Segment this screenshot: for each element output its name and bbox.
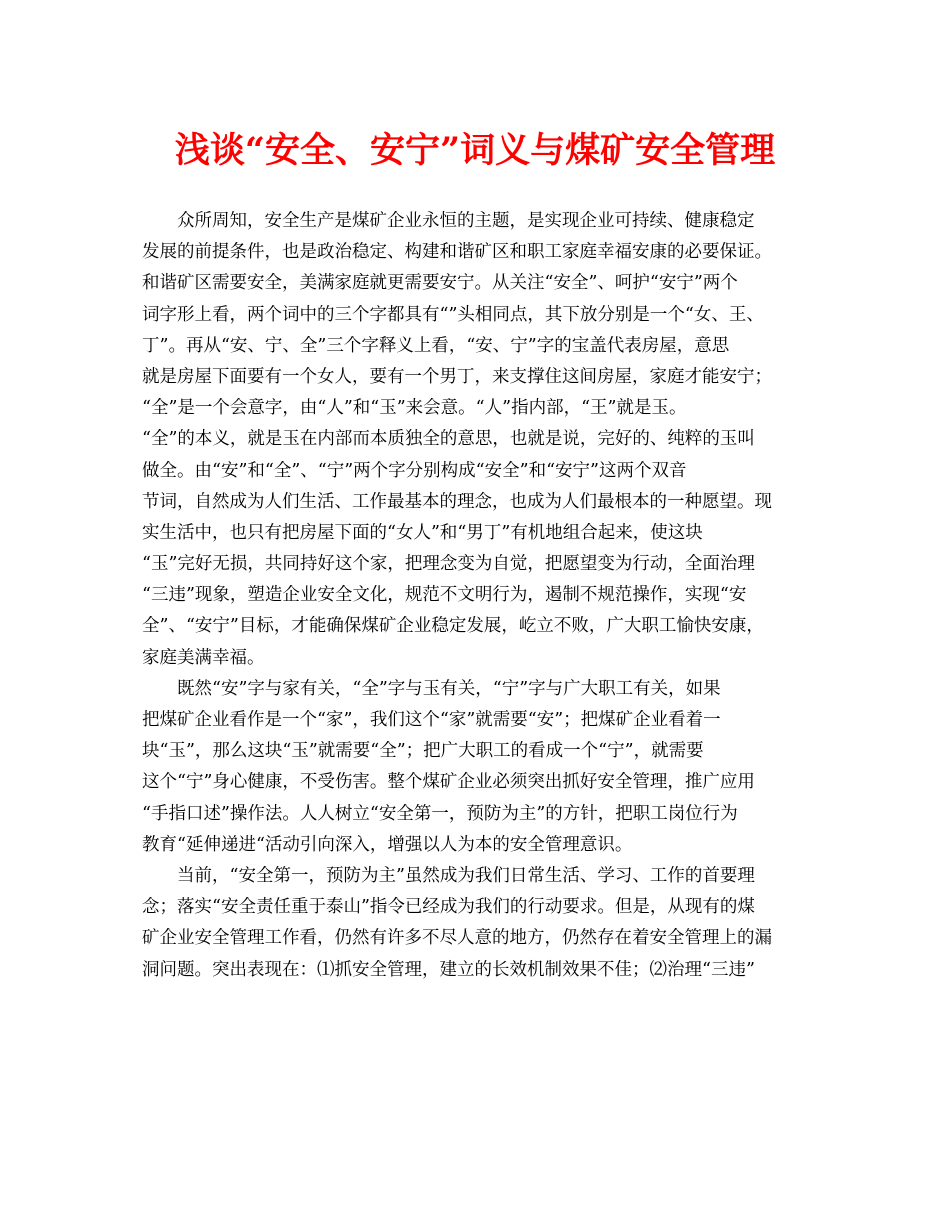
body-line: 众所周知，安全生产是煤矿企业永恒的主题，是实现企业可持续、健康稳定 (142, 211, 755, 231)
body-line: 节词，自然成为人们生活、工作最基本的理念，也成为人们最根本的一种愿望。现 (142, 491, 772, 512)
body-line: 就是房屋下面要有一个女人，要有一个男丁，来支撑住这间房屋，家庭才能安宁； (142, 366, 772, 387)
body-line: 全”、“安宁”目标，才能确保煤矿企业稳定发展，屹立不败，广大职工愉快安康， (142, 616, 764, 637)
body-line: 和谐矿区需要安全，美满家庭就更需要安宁。从关注“安全”、呵护“安宁”两个 (142, 273, 738, 294)
body-line: 洞问题。突出表现在：⑴抓安全管理，建立的长效机制效果不佳；⑵治理“三违” (142, 959, 755, 980)
body-line: 实生活中，也只有把房屋下面的“女人”和“男丁”有机地组合起来，使这块 (142, 522, 703, 543)
document-body (142, 206, 822, 986)
body-line: 词字形上看，两个词中的三个字都具有“”头相同点，其下放分别是一个“女、王、 (142, 304, 764, 325)
body-line: 矿企业安全管理工作看，仍然有许多不尽人意的地方，仍然存在着安全管理上的漏 (142, 928, 772, 949)
body-line: 教育“延伸递进“活动引向深入，增强以人为本的安全管理意识。 (142, 834, 633, 855)
body-line: “玉”完好无损，共同持好这个家，把理念变为自觉，把愿望变为行动，全面治理 (142, 554, 755, 575)
body-line: 做全。由“安”和“全”、“宁”两个字分别构成“安全”和“安宁”这两个双音 (142, 460, 687, 481)
body-line: 丁”。再从“安、宁、全”三个字释义上看，“安、宁”字的宝盖代表房屋，意思 (142, 335, 730, 356)
body-line: 这个“宁”身心健康，不受伤害。整个煤矿企业必须突出抓好安全管理，推广应用 (142, 772, 755, 793)
body-line: “全”是一个会意字，由“人”和“玉”来会意。“人”指内部，“王”就是玉。 (142, 398, 687, 419)
body-line: 发展的前提条件，也是政治稳定、构建和谐矿区和职工家庭幸福安康的必要保证。 (142, 242, 772, 263)
body-line: 念；落实“安全责任重于泰山”指令已经成为我们的行动要求。但是，从现有的煤 (142, 897, 755, 918)
body-line: “三违”现象，塑造企业安全文化，规范不文明行为，遏制不规范操作，实现“安 (142, 585, 747, 606)
document-title: 浅谈“安全、安宁”词义与煤矿安全管理 (174, 130, 776, 171)
body-line: 家庭美满幸福。 (142, 647, 265, 668)
body-line: “全”的本义，就是玉在内部而本质独全的意思，也就是说，完好的、纯粹的玉叫 (142, 429, 755, 450)
body-line: 当前，“安全第一，预防为主”虽然成为我们日常生活、学习、工作的首要理 (142, 865, 755, 886)
body-line: “手指口述”操作法。人人树立“安全第一，预防为主”的方针，把职工岗位行为 (142, 803, 738, 824)
body-line: 块“玉”，那么这块“玉”就需要“全”；把广大职工的看成一个“宁”，就需要 (142, 741, 704, 762)
body-line: 把煤矿企业看作是一个“家”，我们这个“家”就需要“安”；把煤矿企业看着一 (142, 710, 721, 730)
body-line: 既然“安”字与家有关，“全”字与玉有关，“宁”字与广大职工有关，如果 (142, 678, 721, 699)
